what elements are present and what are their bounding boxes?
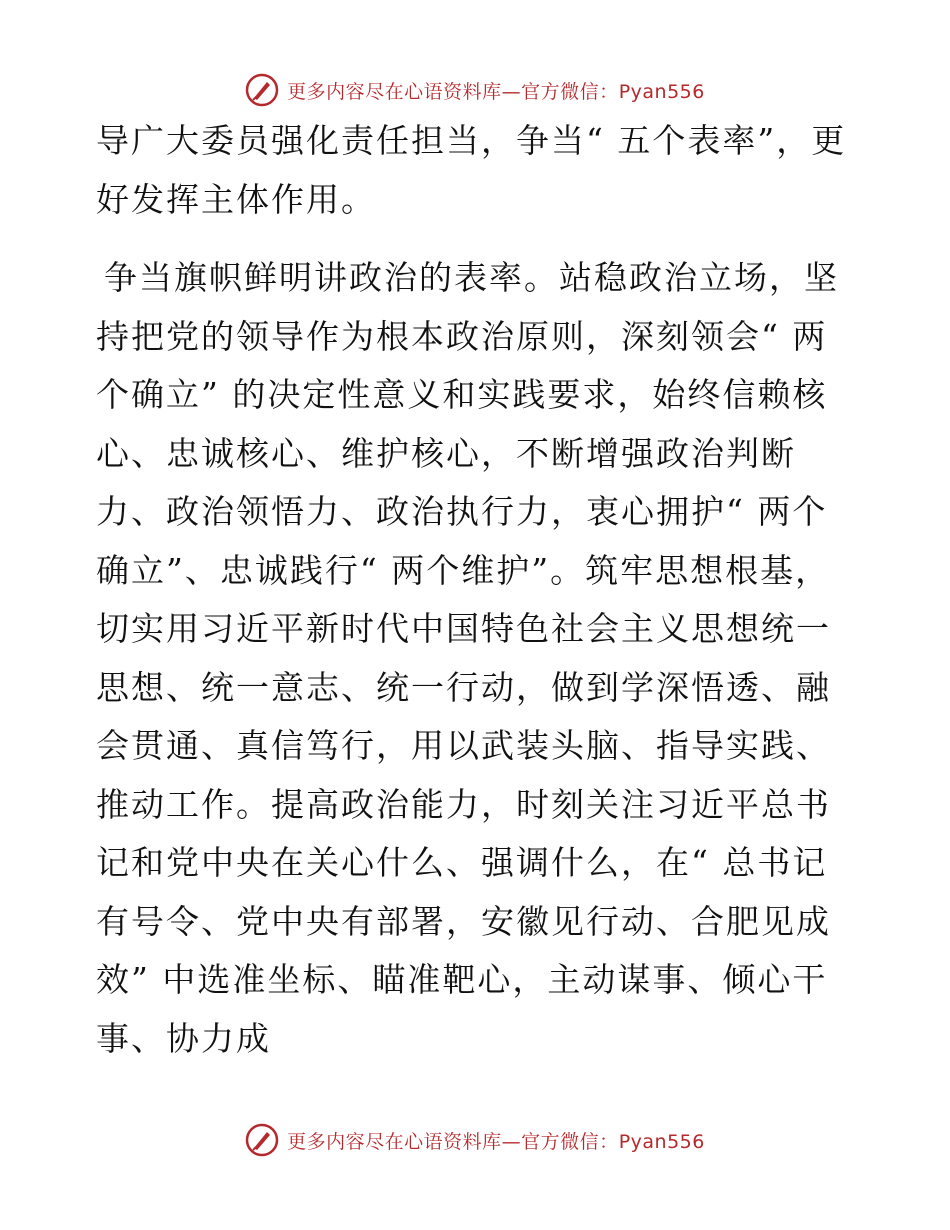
paragraph-2: 争当旗帜鲜明讲政治的表率。站稳政治立场，坚持把党的领导作为根本政治原则，深刻领会“ 两个确立” 的决定性意义和实践要求，始终信赖核心、忠诚核心、维护核心，不断增强政治判断力、政治领悟力、政治执行力，衷心拥护“ 两个确立”、忠诚践行“ 两个维护”。筑牢思想根基，切实用习近平新时代中国特色社会主义思想统一思想、统一意志、统一行动，做到学深悟透、融会贯通、真信笃行，用以武装头脑、指导实践、推动工作。提高政治能力，时刻关注习近平总书记和党中央在关心什么、强调什么，在“ 总书记有号令、党中央有部署，安徽见行动、合肥见成效” 中选准坐标、瞄准靶心，主动谋事、倾心干事、协力成 [96, 258, 839, 1058]
footer-watermark-title: 更多内容尽在心语资料库 [287, 1130, 502, 1153]
footer-watermark-separator: — [501, 1130, 522, 1153]
header-watermark-separator: — [501, 80, 522, 103]
quill-seal-icon [245, 73, 279, 107]
header-wechat-id: Pyan556 [618, 80, 705, 103]
footer-watermark-text [287, 1127, 705, 1154]
footer-wechat-id: Pyan556 [618, 1130, 705, 1153]
footer-watermark-banner [0, 1120, 950, 1160]
quill-seal-icon [245, 1123, 279, 1157]
paragraph-1: 导广大委员强化责任担当，争当“ 五个表率”，更好发挥主体作用。 [96, 121, 847, 219]
header-watermark-title: 更多内容尽在心语资料库 [287, 80, 502, 103]
header-watermark-banner [0, 70, 950, 110]
document-body [96, 112, 856, 1068]
header-watermark-text [287, 77, 705, 104]
header-wechat-label: 官方微信： [521, 80, 619, 103]
footer-wechat-label: 官方微信： [521, 1130, 619, 1153]
